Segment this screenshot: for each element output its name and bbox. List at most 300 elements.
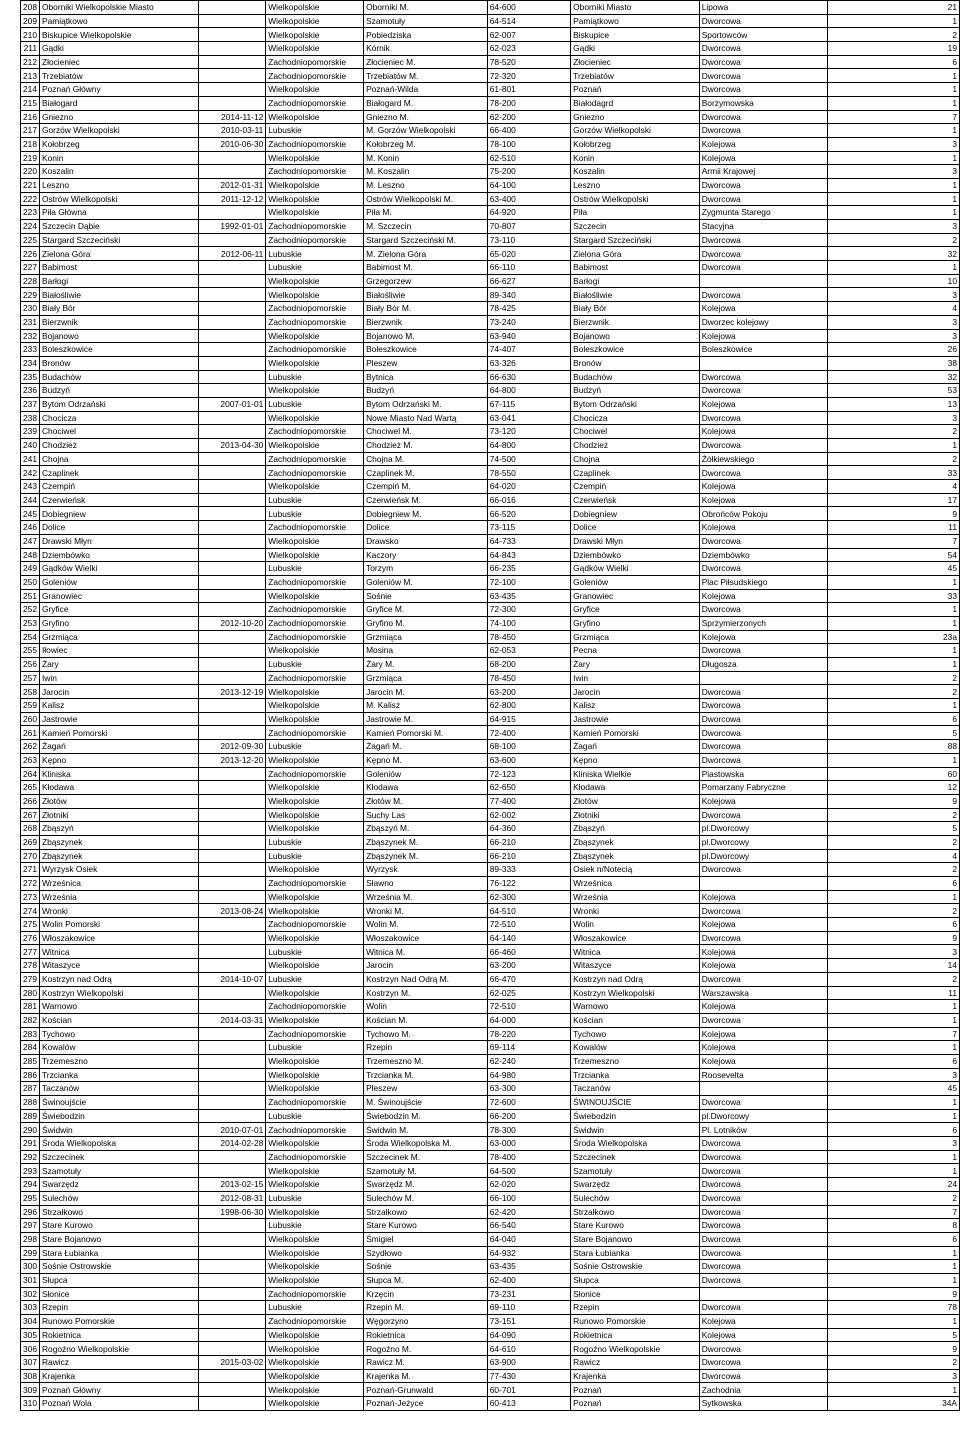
- postal-code-cell: 62-400: [487, 1273, 570, 1287]
- voivodeship-cell: Wielkopolskie: [266, 480, 364, 494]
- voivodeship-cell: Wielkopolskie: [266, 1, 364, 15]
- postal-code-cell: 77-430: [487, 1369, 570, 1383]
- commune-cell: Kostrzyn M.: [364, 986, 488, 1000]
- row-number-cell: 297: [21, 1219, 40, 1233]
- voivodeship-cell: Wielkopolskie: [266, 1273, 364, 1287]
- station-name-cell: Dobiegniew: [39, 507, 199, 521]
- voivodeship-cell: Wielkopolskie: [266, 1356, 364, 1370]
- row-number-cell: 283: [21, 1027, 40, 1041]
- row-number-cell: 268: [21, 822, 40, 836]
- commune-cell: Krzęcin: [364, 1287, 488, 1301]
- voivodeship-cell: Zachodniopomorskie: [266, 630, 364, 644]
- voivodeship-cell: Lubuskie: [266, 1109, 364, 1123]
- station-name-cell: Goleniów: [39, 575, 199, 589]
- row-number-cell: 274: [21, 904, 40, 918]
- commune-cell: Szczecinek M.: [364, 1150, 488, 1164]
- voivodeship-cell: Lubuskie: [266, 370, 364, 384]
- table-row: [21, 110, 960, 124]
- commune-cell: Trzcianka M.: [364, 1068, 488, 1082]
- station-name-cell: Pamiątkowo: [39, 14, 199, 28]
- house-number-cell: 1: [828, 1013, 960, 1027]
- street-cell: pl.Dworcowy: [699, 1109, 828, 1123]
- row-number-cell: 236: [21, 384, 40, 398]
- house-number-cell: 1: [828, 151, 960, 165]
- table-row: [21, 726, 960, 740]
- voivodeship-cell: Zachodniopomorskie: [266, 165, 364, 179]
- date-cell: [199, 794, 266, 808]
- locality-cell: Szczecin: [571, 220, 700, 234]
- row-number-cell: 230: [21, 302, 40, 316]
- row-number-cell: 255: [21, 644, 40, 658]
- locality-cell: Jarocin: [571, 685, 700, 699]
- street-cell: Dworcowa: [699, 699, 828, 713]
- house-number-cell: 5: [828, 726, 960, 740]
- table-row: [21, 740, 960, 754]
- commune-cell: Zbąszynek M.: [364, 835, 488, 849]
- postal-code-cell: 62-053: [487, 644, 570, 658]
- street-cell: Kolejowa: [699, 151, 828, 165]
- locality-cell: Swarzędz: [571, 1178, 700, 1192]
- table-row: [21, 931, 960, 945]
- postal-code-cell: 72-100: [487, 575, 570, 589]
- locality-cell: Biskupice: [571, 28, 700, 42]
- station-name-cell: Bytom Odrzański: [39, 397, 199, 411]
- house-number-cell: 9: [828, 1342, 960, 1356]
- station-name-cell: Witaszyce: [39, 959, 199, 973]
- postal-code-cell: 64-600: [487, 1, 570, 15]
- table-row: [21, 794, 960, 808]
- street-cell: [699, 1287, 828, 1301]
- voivodeship-cell: Wielkopolskie: [266, 534, 364, 548]
- date-cell: 2014-10-07: [199, 972, 266, 986]
- house-number-cell: 6: [828, 55, 960, 69]
- voivodeship-cell: Wielkopolskie: [266, 28, 364, 42]
- row-number-cell: 275: [21, 918, 40, 932]
- station-name-cell: Środa Wielkopolska: [39, 1137, 199, 1151]
- locality-cell: Taczanów: [571, 1082, 700, 1096]
- house-number-cell: 3: [828, 1137, 960, 1151]
- row-number-cell: 276: [21, 931, 40, 945]
- locality-cell: Grzmiąca: [571, 630, 700, 644]
- postal-code-cell: 64-020: [487, 480, 570, 494]
- voivodeship-cell: Lubuskie: [266, 1191, 364, 1205]
- station-name-cell: Swarzędz: [39, 1178, 199, 1192]
- voivodeship-cell: Wielkopolskie: [266, 986, 364, 1000]
- row-number-cell: 294: [21, 1178, 40, 1192]
- table-row: [21, 452, 960, 466]
- locality-cell: Granowiec: [571, 589, 700, 603]
- house-number-cell: 1: [828, 178, 960, 192]
- station-name-cell: Gorzów Wielkopolski: [39, 124, 199, 138]
- postal-code-cell: 69-110: [487, 1301, 570, 1315]
- street-cell: [699, 274, 828, 288]
- date-cell: [199, 918, 266, 932]
- commune-cell: Dolice: [364, 521, 488, 535]
- date-cell: 2013-08-24: [199, 904, 266, 918]
- postal-code-cell: 64-510: [487, 904, 570, 918]
- commune-cell: Złocieniec M.: [364, 55, 488, 69]
- table-row: [21, 699, 960, 713]
- postal-code-cell: 63-200: [487, 959, 570, 973]
- date-cell: [199, 712, 266, 726]
- house-number-cell: 14: [828, 959, 960, 973]
- table-row: [21, 1369, 960, 1383]
- commune-cell: Sośnie: [364, 1260, 488, 1274]
- row-number-cell: 259: [21, 699, 40, 713]
- row-number-cell: 219: [21, 151, 40, 165]
- station-name-cell: Żary: [39, 658, 199, 672]
- station-name-cell: Rzepin: [39, 1301, 199, 1315]
- station-name-cell: Trzebiatów: [39, 69, 199, 83]
- street-cell: Kolejowa: [699, 302, 828, 316]
- postal-code-cell: 78-100: [487, 137, 570, 151]
- postal-code-cell: 72-510: [487, 918, 570, 932]
- table-row: [21, 1000, 960, 1014]
- locality-cell: Dziembówko: [571, 548, 700, 562]
- street-cell: Dworzec kolejowy: [699, 315, 828, 329]
- station-name-cell: Zielona Góra: [39, 247, 199, 261]
- postal-code-cell: 72-600: [487, 1096, 570, 1110]
- date-cell: [199, 466, 266, 480]
- station-name-cell: Ostrów Wielkopolski: [39, 192, 199, 206]
- table-row: [21, 1301, 960, 1315]
- row-number-cell: 253: [21, 616, 40, 630]
- commune-cell: Świdwin M.: [364, 1123, 488, 1137]
- table-row: [21, 658, 960, 672]
- date-cell: 2013-12-20: [199, 753, 266, 767]
- row-number-cell: 215: [21, 96, 40, 110]
- date-cell: [199, 822, 266, 836]
- row-number-cell: 278: [21, 959, 40, 973]
- house-number-cell: 3: [828, 137, 960, 151]
- commune-cell: Czerwieńsk M.: [364, 493, 488, 507]
- table-row: [21, 849, 960, 863]
- locality-cell: Złocieniec: [571, 55, 700, 69]
- locality-cell: Sośnie Ostrowskie: [571, 1260, 700, 1274]
- table-row: [21, 466, 960, 480]
- locality-cell: Kościan: [571, 1013, 700, 1027]
- voivodeship-cell: Wielkopolskie: [266, 439, 364, 453]
- locality-cell: Trzebiatów: [571, 69, 700, 83]
- station-name-cell: Bojanowo: [39, 329, 199, 343]
- table-row: [21, 822, 960, 836]
- voivodeship-cell: Wielkopolskie: [266, 712, 364, 726]
- table-row: [21, 1027, 960, 1041]
- table-row: [21, 534, 960, 548]
- station-name-cell: Tychowo: [39, 1027, 199, 1041]
- voivodeship-cell: Lubuskie: [266, 849, 364, 863]
- table-row: [21, 918, 960, 932]
- date-cell: [199, 83, 266, 97]
- commune-cell: Trzebiatów M.: [364, 69, 488, 83]
- station-name-cell: Szczecinek: [39, 1150, 199, 1164]
- postal-code-cell: 64-090: [487, 1328, 570, 1342]
- commune-cell: Goleniów M.: [364, 575, 488, 589]
- row-number-cell: 248: [21, 548, 40, 562]
- table-row: [21, 671, 960, 685]
- voivodeship-cell: Lubuskie: [266, 397, 364, 411]
- date-cell: 2007-01-01: [199, 397, 266, 411]
- date-cell: [199, 671, 266, 685]
- locality-cell: Bierzwnik: [571, 315, 700, 329]
- locality-cell: Barłogi: [571, 274, 700, 288]
- street-cell: Obrońców Pokoju: [699, 507, 828, 521]
- voivodeship-cell: Wielkopolskie: [266, 1164, 364, 1178]
- date-cell: [199, 165, 266, 179]
- commune-cell: Jastrowie M.: [364, 712, 488, 726]
- street-cell: Kolejowa: [699, 329, 828, 343]
- table-row: [21, 83, 960, 97]
- row-number-cell: 214: [21, 83, 40, 97]
- postal-code-cell: 62-800: [487, 699, 570, 713]
- house-number-cell: 38: [828, 356, 960, 370]
- postal-code-cell: 66-235: [487, 562, 570, 576]
- commune-cell: Kępno M.: [364, 753, 488, 767]
- commune-cell: Dobiegniew M.: [364, 507, 488, 521]
- locality-cell: Witnica: [571, 945, 700, 959]
- locality-cell: Kłodawa: [571, 781, 700, 795]
- commune-cell: Sławno: [364, 877, 488, 891]
- commune-cell: Kostrzyn Nad Odrą M.: [364, 972, 488, 986]
- row-number-cell: 288: [21, 1096, 40, 1110]
- commune-cell: Jarocin: [364, 959, 488, 973]
- station-name-cell: Kamień Pomorski: [39, 726, 199, 740]
- voivodeship-cell: Zachodniopomorskie: [266, 1027, 364, 1041]
- date-cell: [199, 699, 266, 713]
- table-row: [21, 1397, 960, 1411]
- table-row: [21, 1328, 960, 1342]
- postal-code-cell: 73-151: [487, 1315, 570, 1329]
- voivodeship-cell: Lubuskie: [266, 247, 364, 261]
- postal-code-cell: 72-400: [487, 726, 570, 740]
- locality-cell: Stara Łubianka: [571, 1246, 700, 1260]
- row-number-cell: 240: [21, 439, 40, 453]
- table-row: [21, 1232, 960, 1246]
- row-number-cell: 279: [21, 972, 40, 986]
- station-name-cell: Grzmiąca: [39, 630, 199, 644]
- date-cell: [199, 1328, 266, 1342]
- street-cell: Kolejowa: [699, 1315, 828, 1329]
- table-row: [21, 14, 960, 28]
- street-cell: Kolejowa: [699, 945, 828, 959]
- house-number-cell: 2: [828, 972, 960, 986]
- voivodeship-cell: Wielkopolskie: [266, 781, 364, 795]
- voivodeship-cell: Wielkopolskie: [266, 1232, 364, 1246]
- row-number-cell: 212: [21, 55, 40, 69]
- street-cell: Dworcowa: [699, 110, 828, 124]
- row-number-cell: 282: [21, 1013, 40, 1027]
- commune-cell: Szamotuły: [364, 14, 488, 28]
- postal-code-cell: 64-040: [487, 1232, 570, 1246]
- house-number-cell: 3: [828, 315, 960, 329]
- commune-cell: Piła M.: [364, 206, 488, 220]
- voivodeship-cell: Zachodniopomorskie: [266, 302, 364, 316]
- station-name-cell: Kowalów: [39, 1041, 199, 1055]
- row-number-cell: 290: [21, 1123, 40, 1137]
- table-row: [21, 439, 960, 453]
- locality-cell: Białodagrd: [571, 96, 700, 110]
- date-cell: 2012-01-31: [199, 178, 266, 192]
- date-cell: [199, 1068, 266, 1082]
- table-row: [21, 1041, 960, 1055]
- house-number-cell: 1: [828, 261, 960, 275]
- locality-cell: Goleniów: [571, 575, 700, 589]
- house-number-cell: 3: [828, 165, 960, 179]
- house-number-cell: 3: [828, 288, 960, 302]
- table-row: [21, 1068, 960, 1082]
- house-number-cell: 60: [828, 767, 960, 781]
- table-row: [21, 192, 960, 206]
- house-number-cell: 21: [828, 1, 960, 15]
- date-cell: [199, 986, 266, 1000]
- date-cell: [199, 1164, 266, 1178]
- table-row: [21, 370, 960, 384]
- locality-cell: Świdwin: [571, 1123, 700, 1137]
- house-number-cell: 1: [828, 69, 960, 83]
- locality-cell: Czaplinek: [571, 466, 700, 480]
- house-number-cell: 2: [828, 233, 960, 247]
- locality-cell: Gniezno: [571, 110, 700, 124]
- date-cell: [199, 1054, 266, 1068]
- station-name-cell: Złotów: [39, 794, 199, 808]
- street-cell: [699, 877, 828, 891]
- station-name-cell: Szczecin Dąbie: [39, 220, 199, 234]
- house-number-cell: 19: [828, 42, 960, 56]
- row-number-cell: 208: [21, 1, 40, 15]
- postal-code-cell: 64-514: [487, 14, 570, 28]
- date-cell: [199, 1082, 266, 1096]
- street-cell: Dworcowa: [699, 808, 828, 822]
- street-cell: Kolejowa: [699, 521, 828, 535]
- commune-cell: Sośnie: [364, 589, 488, 603]
- house-number-cell: 34A: [828, 1397, 960, 1411]
- postal-code-cell: 89-340: [487, 288, 570, 302]
- table-row: [21, 1164, 960, 1178]
- house-number-cell: 1: [828, 603, 960, 617]
- date-cell: [199, 945, 266, 959]
- locality-cell: Września: [571, 890, 700, 904]
- voivodeship-cell: Wielkopolskie: [266, 42, 364, 56]
- station-name-cell: Babimost: [39, 261, 199, 275]
- street-cell: Dworcowa: [699, 685, 828, 699]
- commune-cell: Szydłowo: [364, 1246, 488, 1260]
- table-row: [21, 1054, 960, 1068]
- street-cell: Zygmunta Starego: [699, 206, 828, 220]
- street-cell: Dworcowa: [699, 1232, 828, 1246]
- voivodeship-cell: Lubuskie: [266, 261, 364, 275]
- date-cell: [199, 206, 266, 220]
- commune-cell: Poznań-Jeżyce: [364, 1397, 488, 1411]
- station-name-cell: Gryfice: [39, 603, 199, 617]
- house-number-cell: 1: [828, 1246, 960, 1260]
- commune-cell: Tychowo M.: [364, 1027, 488, 1041]
- commune-cell: Czempiń M.: [364, 480, 488, 494]
- postal-code-cell: 78-450: [487, 630, 570, 644]
- row-number-cell: 270: [21, 849, 40, 863]
- voivodeship-cell: Wielkopolskie: [266, 411, 364, 425]
- postal-code-cell: 63-435: [487, 589, 570, 603]
- locality-cell: Jastrowie: [571, 712, 700, 726]
- table-row: [21, 986, 960, 1000]
- table-row: [21, 712, 960, 726]
- locality-cell: Pamiątkowo: [571, 14, 700, 28]
- station-name-cell: Zbąszynek: [39, 849, 199, 863]
- house-number-cell: 1: [828, 658, 960, 672]
- table-row: [21, 206, 960, 220]
- street-cell: Żółkiewskiego: [699, 452, 828, 466]
- date-cell: 2013-12-19: [199, 685, 266, 699]
- row-number-cell: 303: [21, 1301, 40, 1315]
- locality-cell: Świebodzin: [571, 1109, 700, 1123]
- date-cell: [199, 644, 266, 658]
- commune-cell: Rzepin: [364, 1041, 488, 1055]
- house-number-cell: 17: [828, 493, 960, 507]
- house-number-cell: 1: [828, 1096, 960, 1110]
- locality-cell: Zbąszynek: [571, 835, 700, 849]
- house-number-cell: 1: [828, 1260, 960, 1274]
- house-number-cell: 7: [828, 534, 960, 548]
- postal-code-cell: 61-801: [487, 83, 570, 97]
- date-cell: [199, 1027, 266, 1041]
- table-row: [21, 1013, 960, 1027]
- table-row: [21, 1096, 960, 1110]
- station-name-cell: Dziembówko: [39, 548, 199, 562]
- station-name-cell: Strzałkowo: [39, 1205, 199, 1219]
- street-cell: Dworcowa: [699, 753, 828, 767]
- voivodeship-cell: Lubuskie: [266, 124, 364, 138]
- locality-cell: Bojanowo: [571, 329, 700, 343]
- house-number-cell: 6: [828, 877, 960, 891]
- locality-cell: Poznań: [571, 1397, 700, 1411]
- street-cell: Dworcowa: [699, 1356, 828, 1370]
- voivodeship-cell: Zachodniopomorskie: [266, 616, 364, 630]
- locality-cell: Witaszyce: [571, 959, 700, 973]
- date-cell: [199, 55, 266, 69]
- voivodeship-cell: Wielkopolskie: [266, 1246, 364, 1260]
- voivodeship-cell: Wielkopolskie: [266, 151, 364, 165]
- date-cell: [199, 1301, 266, 1315]
- commune-cell: Nowe Miasto Nad Wartą: [364, 411, 488, 425]
- voivodeship-cell: Lubuskie: [266, 507, 364, 521]
- voivodeship-cell: Wielkopolskie: [266, 1342, 364, 1356]
- house-number-cell: 53: [828, 384, 960, 398]
- row-number-cell: 273: [21, 890, 40, 904]
- postal-code-cell: 70-807: [487, 220, 570, 234]
- row-number-cell: 229: [21, 288, 40, 302]
- commune-cell: Gryfino M.: [364, 616, 488, 630]
- street-cell: Dworcowa: [699, 1219, 828, 1233]
- house-number-cell: 3: [828, 1068, 960, 1082]
- table-row: [21, 603, 960, 617]
- station-name-cell: Leszno: [39, 178, 199, 192]
- house-number-cell: 45: [828, 562, 960, 576]
- street-cell: Kolejowa: [699, 493, 828, 507]
- voivodeship-cell: Lubuskie: [266, 1219, 364, 1233]
- table-row: [21, 835, 960, 849]
- table-row: [21, 1191, 960, 1205]
- commune-cell: Bierzwnik: [364, 315, 488, 329]
- station-name-cell: Zbąszyń: [39, 822, 199, 836]
- house-number-cell: 4: [828, 302, 960, 316]
- row-number-cell: 281: [21, 1000, 40, 1014]
- voivodeship-cell: Zachodniopomorskie: [266, 918, 364, 932]
- street-cell: Dworcowa: [699, 42, 828, 56]
- station-name-cell: Jastrowie: [39, 712, 199, 726]
- voivodeship-cell: Wielkopolskie: [266, 1013, 364, 1027]
- row-number-cell: 225: [21, 233, 40, 247]
- locality-cell: Pecna: [571, 644, 700, 658]
- voivodeship-cell: Wielkopolskie: [266, 931, 364, 945]
